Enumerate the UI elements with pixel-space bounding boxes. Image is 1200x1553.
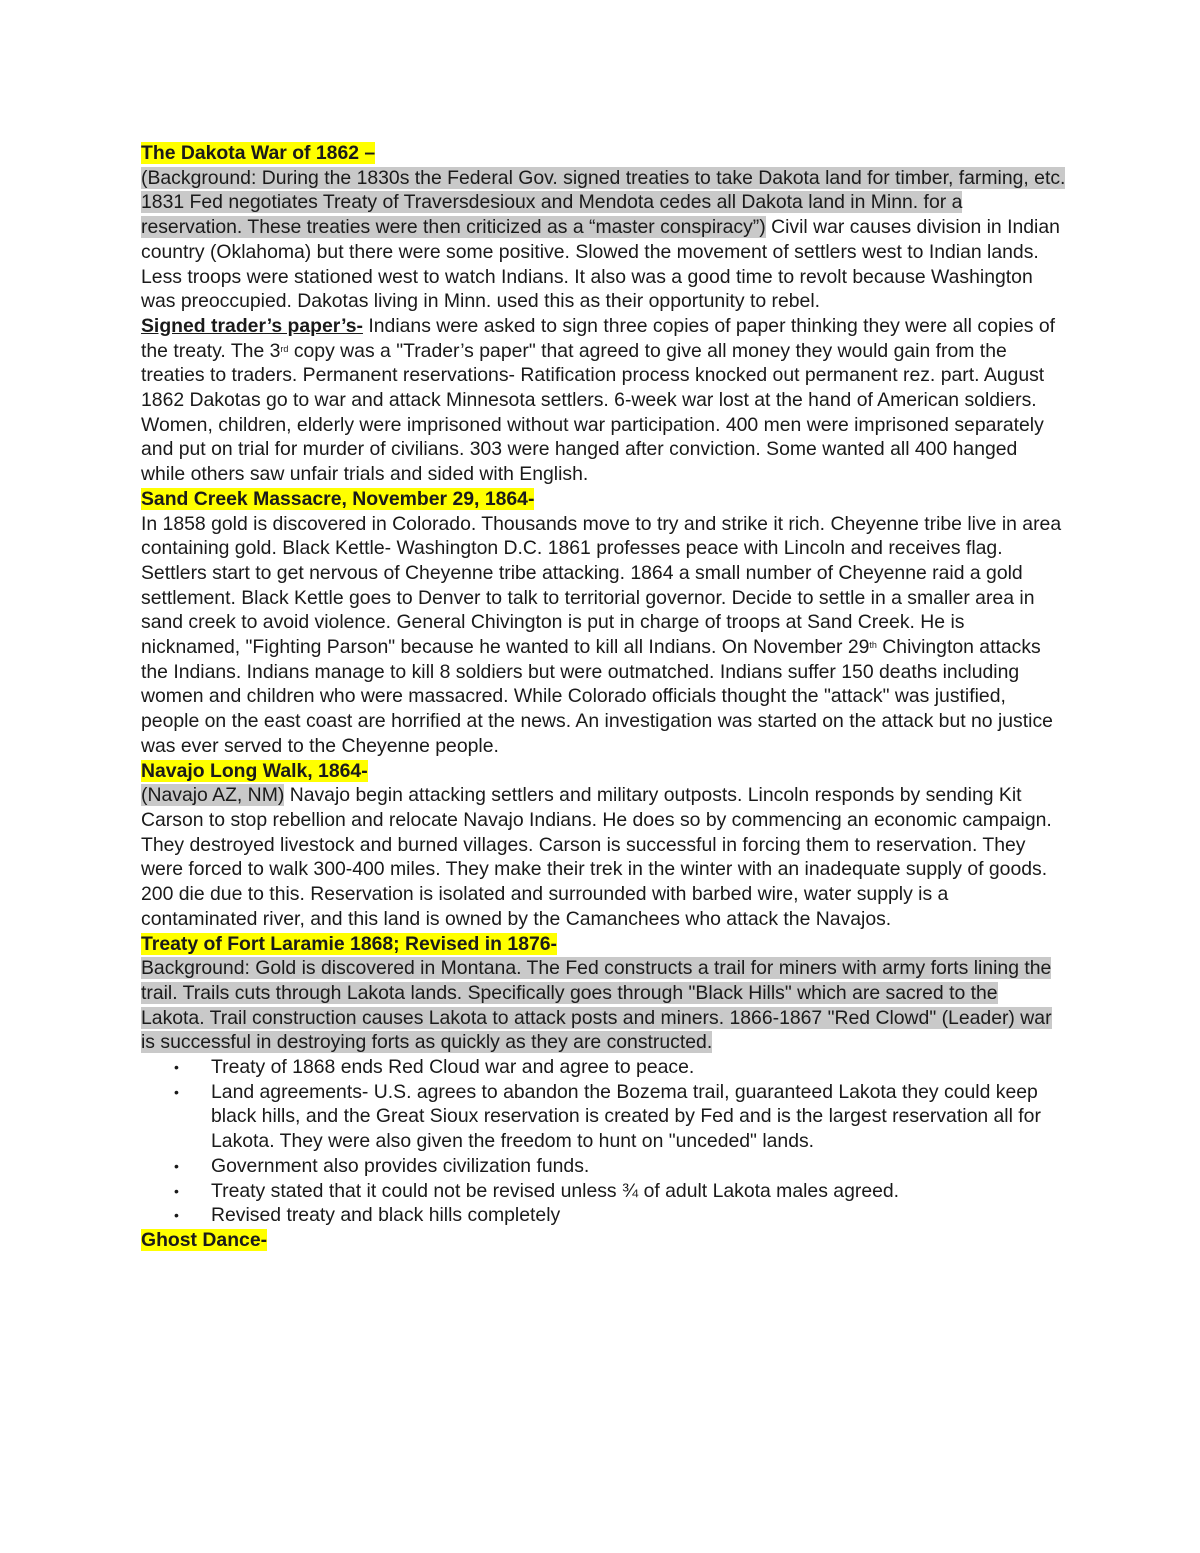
sand-creek-heading-line <box>141 487 1066 512</box>
sand-creek-heading: Sand Creek Massacre, November 29, 1864- <box>141 487 535 510</box>
traders-ordinal-suffix: rd <box>280 343 289 354</box>
navajo-body <box>141 783 1066 931</box>
document-page <box>141 141 1066 1253</box>
dakota-war-heading: The Dakota War of 1862 – <box>141 142 376 164</box>
list-item <box>141 1203 1066 1228</box>
sand-creek-body-text-b: Chivington attacks the Indians. Indians manage to kill 8 soldiers but were outmatched. Indians suffer 150 deaths including women and children who were massacred. While Colorado officials thought the "attack" was justified, people on the east coast are horrified at the news. An investigation was started on the attack but no justice was ever served to the Cheyenne people. <box>141 636 1053 757</box>
dakota-background-text: (Background: During the 1830s the Federal Gov. signed treaties to take Dakota land for timber, farming, etc. 1831 Fed negotiates Treaty of Traversdesioux and Mendota cedes all Dakota land in Minn. for a reservation. These treaties were then criticized as a “master conspiracy”) <box>141 166 1066 239</box>
laramie-heading: Treaty of Fort Laramie 1868; Revised in 1876- <box>141 932 557 955</box>
navajo-prefix: (Navajo AZ, NM) <box>141 784 285 807</box>
bullet-icon: • <box>174 1059 179 1076</box>
sand-creek-ordinal-suffix: th <box>869 640 877 651</box>
laramie-bullet-list <box>141 1055 1066 1228</box>
list-item-text: Revised treaty and black hills completely <box>211 1204 561 1227</box>
traders-body-text-a: Indians were asked to sign three copies of paper thinking they were all copies of the treaty. The 3 <box>141 314 1055 362</box>
ghost-dance-heading: Ghost Dance- <box>141 1228 268 1251</box>
traders-body-text-b: copy was a "Trader’s paper" that agreed to give all money they would gain from the treaties to traders. Permanent reservations- Ratification process knocked out permanent rez. part. August 1862 Dakotas go to war and attack Minnesota settlers. 6-week war lost at the hand of American soldiers. Women, children, elderly were imprisoned without war participation. 400 men were imprisoned separately and put on trial for murder of civilians. 303 were hanged after conviction. Some wanted all 400 hanged while others saw unfair trials and sided with English. <box>141 339 1045 486</box>
traders-paper-heading: Signed trader’s paper’s- <box>141 314 363 337</box>
sand-creek-body-text-a: In 1858 gold is discovered in Colorado. Thousands move to try and strike it rich. Cheyenne tribe live in area containing gold. Black Kettle- Washington D.C. 1861 professes peace with Lincoln and receives flag. Settlers start to get nervous of Cheyenne tribe attacking. 1864 a small number of Cheyenne raid a gold settlement. Black Kettle goes to Denver to talk to territorial governor. Decide to settle in a smaller area in sand creek to avoid violence. General Chivington is put in charge of troops at Sand Creek. He is nicknamed, "Fighting Parson" because he wanted to kill all Indians. On November 29 <box>141 512 1062 659</box>
dakota-body-text: Civil war causes division in Indian country (Oklahoma) but there were some positive. Slowed the movement of settlers west to Indian lands. Less troops were stationed west to watch Indians. It also was a good time to revolt because Washington was preoccupied. Dakotas living in Minn. used this as their opportunity to rebel. <box>141 216 1060 313</box>
list-item-text: Government also provides civilization funds. <box>211 1154 590 1177</box>
navajo-heading-line <box>141 759 1066 784</box>
list-item <box>141 1080 1066 1154</box>
dakota-war-section <box>141 141 1066 314</box>
bullet-icon: • <box>174 1083 179 1100</box>
laramie-background-text: Background: Gold is discovered in Montana. The Fed constructs a trail for miners with army forts lining the trail. Trails cuts through Lakota lands. Specifically goes through "Black Hills" which are sacred to the Lakota. Trail construction causes Lakota to attack posts and miners. 1866-1867 "Red Clowd" (Leader) war is successful in destroying forts as quickly as they are constructed. <box>141 957 1052 1054</box>
list-item <box>141 1179 1066 1204</box>
bullet-icon: • <box>174 1182 179 1199</box>
navajo-body-text: Navajo begin attacking settlers and military outposts. Lincoln responds by sending Kit Carson to stop rebellion and relocate Navajo Indians. He does so by commencing an economic campaign. They destroyed livestock and burned villages. Carson is successful in forcing them to reservation. They were forced to walk 300-400 miles. They make their trek in the winter with an inadequate supply of goods. 200 die due to this. Reservation is isolated and surrounded with barbed wire, water supply is a contaminated river, and this land is owned by the Camanchees who attack the Navajos. <box>141 784 1052 930</box>
list-item <box>141 1055 1066 1080</box>
ghost-dance-heading-line <box>141 1228 1066 1253</box>
list-item <box>141 1154 1066 1179</box>
navajo-heading: Navajo Long Walk, 1864- <box>141 759 368 782</box>
bullet-icon: • <box>174 1157 179 1174</box>
list-item-text: Treaty of 1868 ends Red Cloud war and agree to peace. <box>211 1056 695 1079</box>
list-item-text: Land agreements- U.S. agrees to abandon the Bozema trail, guaranteed Lakota they could keep black hills, and the Great Sioux reservation is created by Fed and is the largest reservation all for Lakota. They were also given the freedom to hunt on "unceded" lands. <box>211 1080 1041 1153</box>
laramie-background <box>141 956 1066 1055</box>
laramie-heading-line <box>141 932 1066 957</box>
list-item-text: Treaty stated that it could not be revised unless ¾ of adult Lakota males agreed. <box>211 1179 900 1202</box>
sand-creek-body <box>141 512 1066 759</box>
traders-paper-section <box>141 314 1066 487</box>
bullet-icon: • <box>174 1207 179 1224</box>
